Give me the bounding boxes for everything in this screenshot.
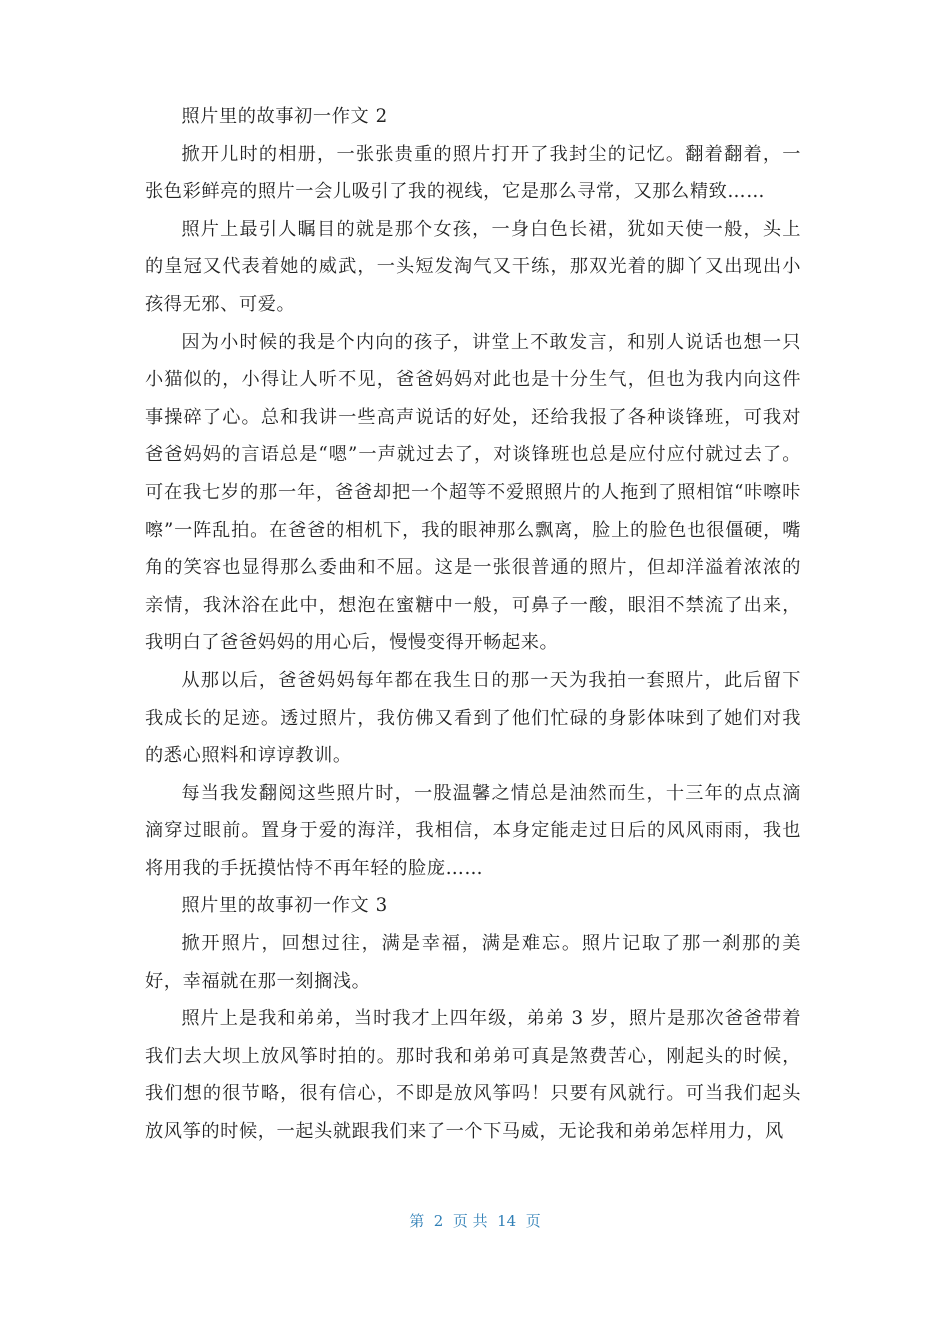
paragraph: 掀开儿时的相册，一张张贵重的照片打开了我封尘的记忆。翻着翻着，一张色彩鲜亮的照片一会儿吸引了我的视线，它是那么寻常，又那么精致…… [145,143,801,203]
document-body [145,98,801,1151]
paragraph: 掀开照片，回想过往，满是幸福，满是难忘。照片记取了那一刹那的美好，幸福就在那一刻搁浅。 [145,933,801,992]
paragraph: 从那以后，爸爸妈妈每年都在我生日的那一天为我拍一套照片，此后留下我成长的足迹。透过照片，我仿佛又看到了他们忙碌的身影体味到了她们对我的悉心照料和谆谆教训。 [145,669,801,767]
paragraph: 照片上最引人瞩目的就是那个女孩，一身白色长裙，犹如天使一般，头上的皇冠又代表着她的威武，一头短发淘气又干练，那双光着的脚丫又出现出小孩得无邪、可爱。 [145,218,801,315]
essay-title: 照片里的故事初一作文 3 [181,895,388,917]
paragraph: 每当我发翻阅这些照片时，一股温馨之情总是油然而生，十三年的点点滴滴穿过眼前。置身于爱的海洋，我相信，本身定能走过日后的风风雨雨，我也将用我的手抚摸怙恃不再年轻的脸庞…… [145,782,801,879]
paragraph: 因为小时候的我是个内向的孩子，讲堂上不敢发言，和别人说话也想一只小猫似的，小得让人听不见，爸爸妈妈对此也是十分生气，但也为我内向这件事操碎了心。总和我讲一些高声说话的好处，还给我报了各种谈锋班，可我对爸爸妈妈的言语总是“嗯”一声就过去了，对谈锋班也总是应付应付就过去了。可在我七岁的那一年，爸爸却把一个超等不爱照照片的人拖到了照相馆“咔嚓咔嚓”一阵乱拍。在爸爸的相机下，我的眼神那么飘离，脸上的脸色也很僵硬，嘴角的笑容也显得那么委曲和不屈。这是一张很普通的照片，但却洋溢着浓浓的亲情，我沐浴在此中，想泡在蜜糖中一般，可鼻子一酸，眼泪不禁流了出来，我明白了爸爸妈妈的用心后，慢慢变得开畅起来。 [145,331,801,654]
essay-title: 照片里的故事初一作文 2 [181,106,388,127]
paragraph: 照片上是我和弟弟，当时我才上四年级，弟弟 3 岁，照片是那次爸爸带着我们去大坝上放风筝时拍的。那时我和弟弟可真是煞费苦心，刚起头的时候，我们想的很节略，很有信心，不即是放风筝吗！只要有风就行。可当我们起头放风筝的时候，一起头就跟我们来了一个下马威，无论我和弟弟怎样用力，风 [145,1008,801,1143]
page-number-footer: 第 2 页 共 14 页 [409,1212,541,1230]
